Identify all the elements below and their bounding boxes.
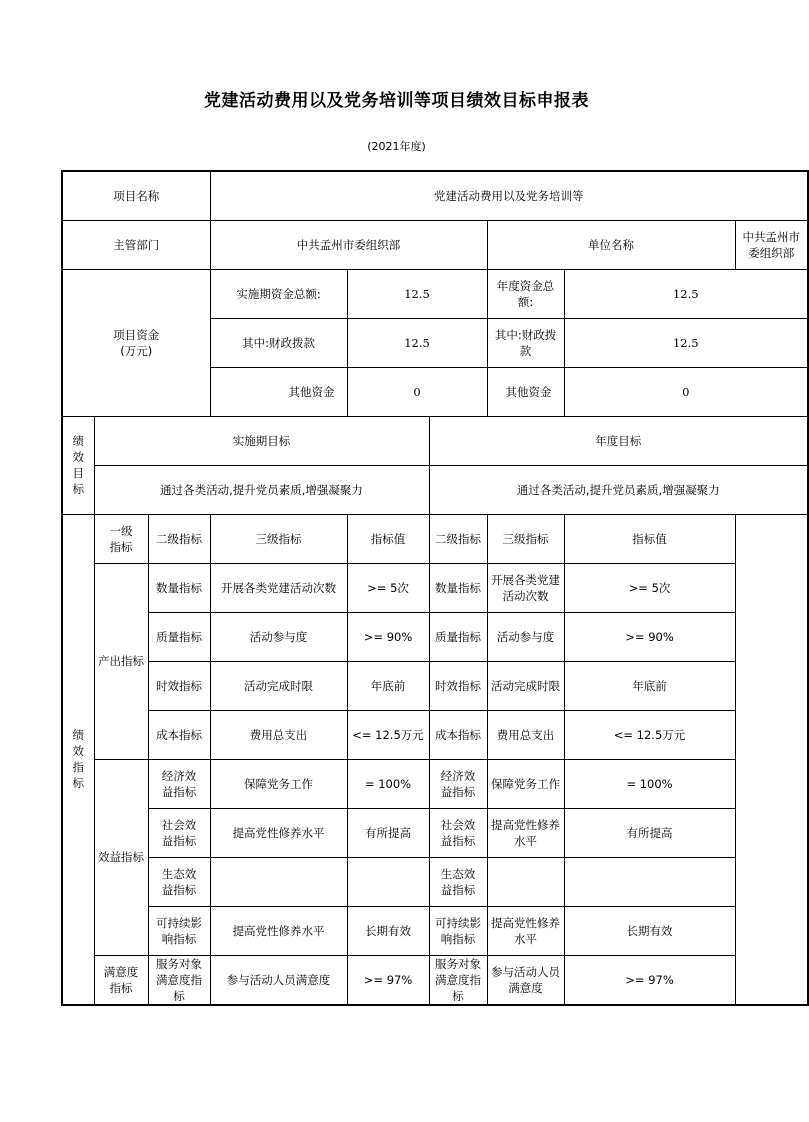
row-value-year: 有所提高 — [564, 808, 735, 857]
funds-year-total-label: 年度资金总额: — [487, 269, 564, 318]
row-level3: 提高党性修养水平 — [210, 808, 347, 857]
row-level3 — [210, 857, 347, 906]
row-level3: 参与活动人员满意度 — [210, 955, 347, 1005]
row-level2-year: 成本指标 — [429, 710, 487, 759]
project-name-label: 项目名称 — [62, 171, 210, 220]
dept-value: 中共孟州市委组织部 — [210, 220, 487, 269]
funds-fiscal-label: 其中:财政拨款 — [210, 318, 347, 367]
funds-year-total-value: 12.5 — [564, 269, 808, 318]
row-level2: 可持续影响指标 — [148, 906, 210, 955]
project-name-value: 党建活动费用以及党务培训等 — [210, 171, 808, 220]
row-value-year: 长期有效 — [564, 906, 735, 955]
row-level3-year: 提高党性修养水平 — [487, 808, 564, 857]
row-level2: 成本指标 — [148, 710, 210, 759]
row-level3: 活动完成时限 — [210, 661, 347, 710]
row-level2-year: 社会效益指标 — [429, 808, 487, 857]
row-value: >= 90% — [347, 612, 429, 661]
row-level3: 保障党务工作 — [210, 759, 347, 808]
row-level2-year: 时效指标 — [429, 661, 487, 710]
row-value-year: = 100% — [564, 759, 735, 808]
funds-other-value: 0 — [347, 367, 487, 416]
row-level3-year — [487, 857, 564, 906]
row-level2: 经济效益指标 — [148, 759, 210, 808]
group-benefit: 效益指标 — [94, 759, 148, 955]
row-value-year: >= 5次 — [564, 563, 735, 612]
row-level2-year: 服务对象满意度指标 — [429, 955, 487, 1005]
row-level2-year: 生态效益指标 — [429, 857, 487, 906]
row-value: 年底前 — [347, 661, 429, 710]
performance-target-table — [61, 170, 809, 1006]
goals-year-header: 年度目标 — [429, 416, 808, 465]
dept-label: 主管部门 — [62, 220, 210, 269]
row-level3-year: 提高党性修养水平 — [487, 906, 564, 955]
funds-label-line1: 项目资金 — [113, 327, 160, 342]
row-level2: 质量指标 — [148, 612, 210, 661]
row-value: <= 12.5万元 — [347, 710, 429, 759]
unit-value: 中共孟州市委组织部 — [735, 220, 808, 269]
row-value-year: 年底前 — [564, 661, 735, 710]
row-value-year: >= 97% — [564, 955, 735, 1005]
row-level3-year: 费用总支出 — [487, 710, 564, 759]
row-level2: 服务对象满意度指标 — [148, 955, 210, 1005]
row-level2: 社会效益指标 — [148, 808, 210, 857]
row-level2-year: 经济效益指标 — [429, 759, 487, 808]
indicators-side-label: 绩效指标 — [62, 514, 94, 1005]
row-level3-year: 保障党务工作 — [487, 759, 564, 808]
header-level2-year: 二级指标 — [429, 514, 487, 563]
row-level2: 时效指标 — [148, 661, 210, 710]
unit-label: 单位名称 — [487, 220, 735, 269]
row-level3: 活动参与度 — [210, 612, 347, 661]
funds-total-value: 12.5 — [347, 269, 487, 318]
row-level3: 提高党性修养水平 — [210, 906, 347, 955]
row-value-year: >= 90% — [564, 612, 735, 661]
row-value: >= 97% — [347, 955, 429, 1005]
funds-fiscal-value: 12.5 — [347, 318, 487, 367]
row-level2: 生态效益指标 — [148, 857, 210, 906]
row-level3: 费用总支出 — [210, 710, 347, 759]
row-level3-year: 参与活动人员满意度 — [487, 955, 564, 1005]
funds-total-label: 实施期资金总额: — [210, 269, 347, 318]
header-level3-year: 三级指标 — [487, 514, 564, 563]
row-level2-year: 质量指标 — [429, 612, 487, 661]
group-satisfaction: 满意度指标 — [94, 955, 148, 1005]
row-level2-year: 可持续影响指标 — [429, 906, 487, 955]
goals-year-text: 通过各类活动,提升党员素质,增强凝聚力 — [429, 465, 808, 514]
goals-period-text: 通过各类活动,提升党员素质,增强凝聚力 — [94, 465, 429, 514]
row-level3-year: 活动完成时限 — [487, 661, 564, 710]
header-value: 指标值 — [347, 514, 429, 563]
funds-year-fiscal-value: 12.5 — [564, 318, 808, 367]
row-value: 有所提高 — [347, 808, 429, 857]
funds-year-other-value: 0 — [564, 367, 808, 416]
row-value: >= 5次 — [347, 563, 429, 612]
header-level3: 三级指标 — [210, 514, 347, 563]
row-value-year: <= 12.5万元 — [564, 710, 735, 759]
goals-side-label: 绩效目标 — [62, 416, 94, 514]
row-value: 长期有效 — [347, 906, 429, 955]
funds-label — [62, 269, 210, 416]
funds-other-label: 其他资金 — [210, 367, 347, 416]
group-output: 产出指标 — [94, 563, 148, 759]
row-value-year — [564, 857, 735, 906]
row-level2-year: 数量指标 — [429, 563, 487, 612]
row-level3-year: 活动参与度 — [487, 612, 564, 661]
header-level2: 二级指标 — [148, 514, 210, 563]
header-level1: 一级指标 — [94, 514, 148, 563]
row-level3-year: 开展各类党建活动次数 — [487, 563, 564, 612]
funds-year-other-label: 其他资金 — [487, 367, 564, 416]
header-value-year: 指标值 — [564, 514, 735, 563]
funds-label-line2: (万元) — [120, 343, 153, 358]
page-title: 党建活动费用以及党务培训等项目绩效目标申报表 — [204, 91, 589, 111]
row-level2: 数量指标 — [148, 563, 210, 612]
funds-year-fiscal-label: 其中:财政拨款 — [487, 318, 564, 367]
row-value: = 100% — [347, 759, 429, 808]
row-level3: 开展各类党建活动次数 — [210, 563, 347, 612]
row-value — [347, 857, 429, 906]
goals-period-header: 实施期目标 — [94, 416, 429, 465]
report-year: (2021年度) — [367, 140, 426, 153]
